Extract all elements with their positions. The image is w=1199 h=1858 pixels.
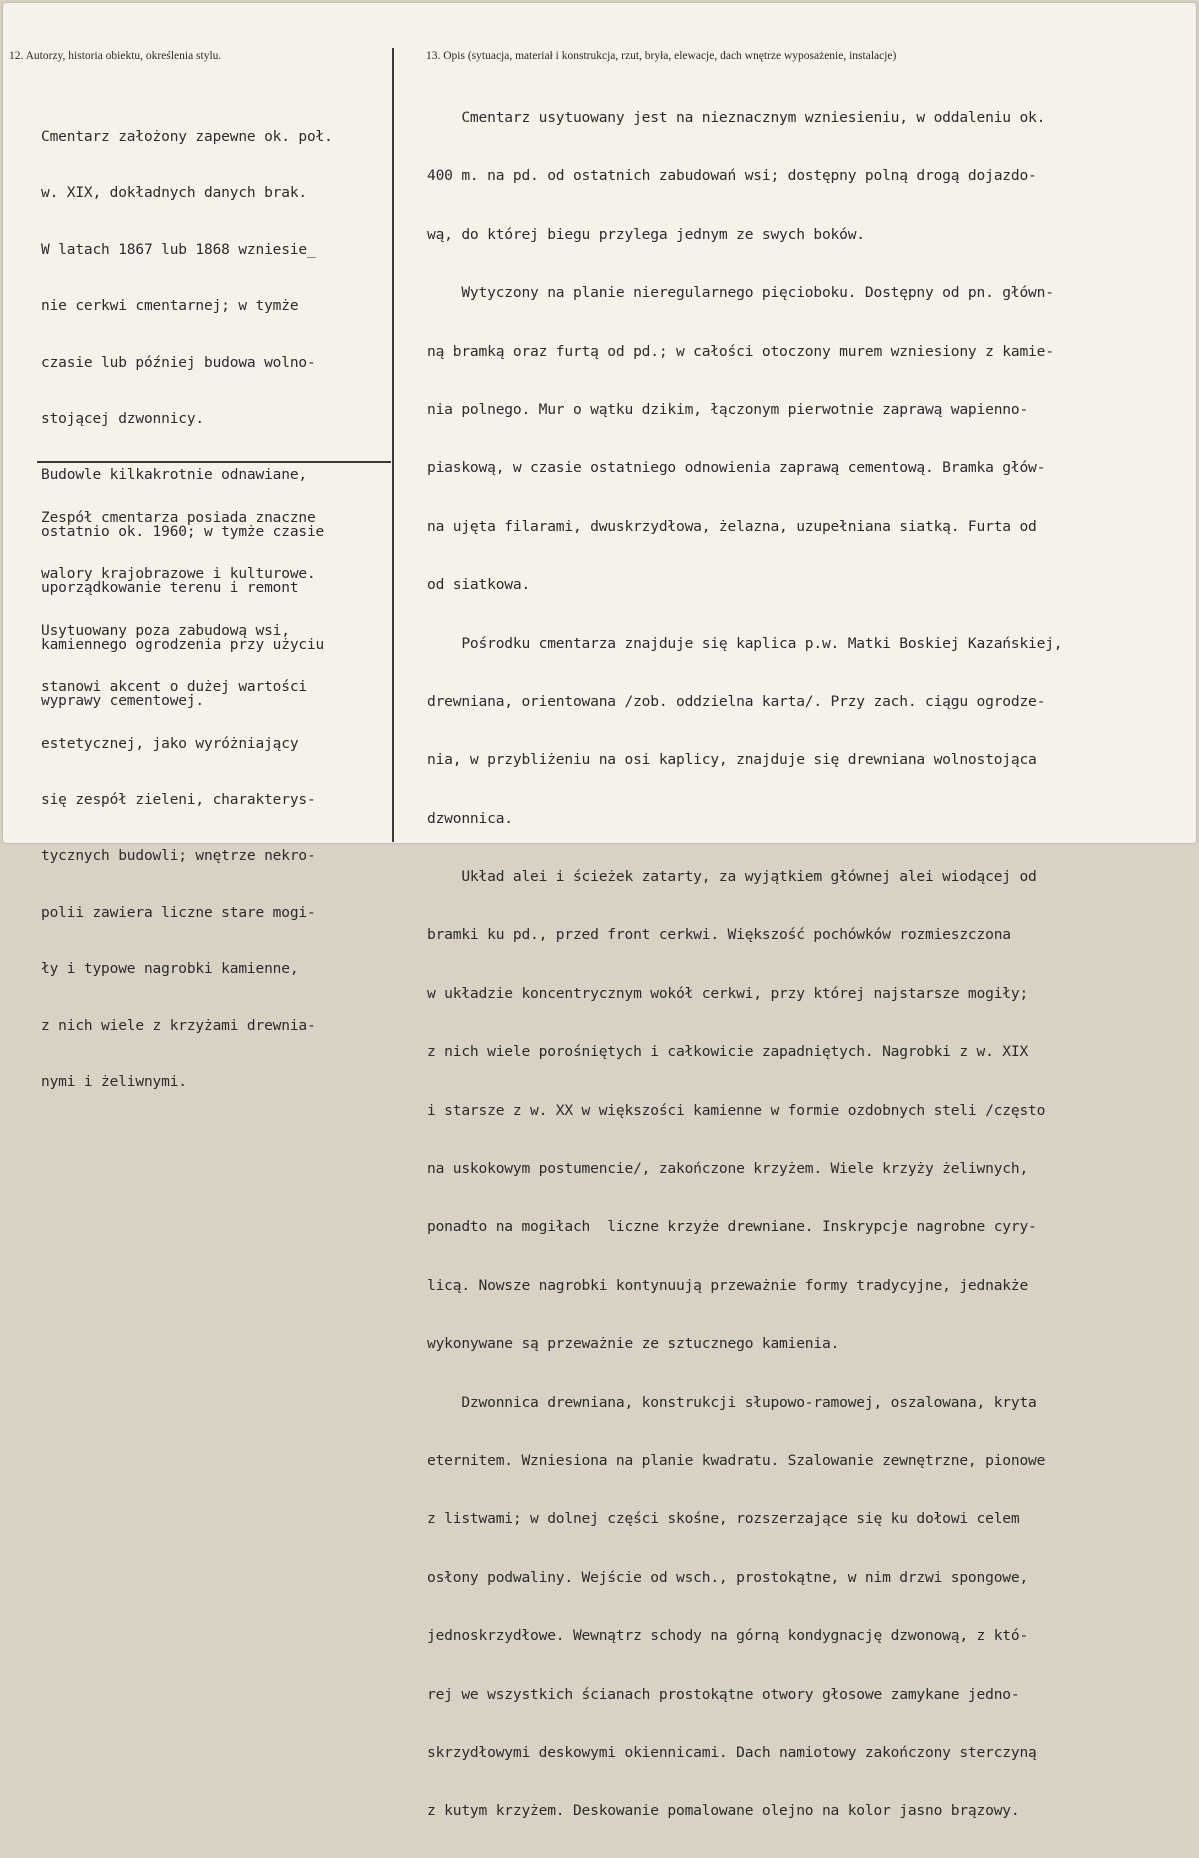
column-divider	[392, 48, 394, 842]
evaluation-line: estetycznej, jako wyróżniający	[41, 735, 299, 752]
description-line: osłony podwaliny. Wejście od wsch., prostokątne, w nim drzwi spongowe,	[427, 1568, 1029, 1586]
section-13-header: 13. Opis (sytuacja, materiał i konstrukcja, rzut, bryła, elewacje, dach wnętrze wyposażenie, instalacje)	[426, 50, 897, 62]
description-line: na uskokowym postumencie/, zakończone krzyżem. Wiele krzyży żeliwnych,	[427, 1160, 1029, 1178]
history-line: Budowle kilkakrotnie odnawiane,	[41, 467, 307, 484]
description-line: nia polnego. Mur o wątku dzikim, łączonym pierwotnie zaprawą wapienno-	[427, 400, 1029, 418]
description-line: Cmentarz usytuowany jest na nieznacznym wzniesieniu, w oddaleniu ok.	[427, 109, 1046, 126]
description-line: w układzie koncentrycznym wokół cerkwi, przy której najstarsze mogiły;	[427, 984, 1029, 1002]
description-line: eternitem. Wzniesiona na planie kwadratu. Szalowanie zewnętrzne, pionowe	[427, 1451, 1046, 1469]
history-line: nie cerkwi cmentarnej; w tymże	[41, 298, 299, 315]
history-line: stojącej dzwonnicy.	[41, 410, 205, 427]
description-line: 400 m. na pd. od ostatnich zabudowań wsi; dostępny polną drogą dojazdo-	[427, 167, 1037, 185]
description-line: ną bramką oraz furtą od pd.; w całości otoczony murem wzniesiony z kamie-	[427, 342, 1054, 360]
description-line: skrzydłowymi deskowymi okiennicami. Dach namiotowy zakończony sterczyną	[427, 1743, 1037, 1761]
description-line: Dzwonnica drewniana, konstrukcji słupowo-ramowej, oszalowana, kryta	[427, 1393, 1037, 1411]
record-card	[3, 3, 1196, 1820]
description-line: na ujęta filarami, dwuskrzydłowa, żelazna, uzupełniana siatką. Furta od	[427, 517, 1037, 535]
description-line: rej we wszystkich ścianach prostokątne otwory głosowe zamykane jedno-	[427, 1685, 1020, 1703]
description-line: wą, do której biegu przylega jednym ze swych boków.	[427, 225, 865, 243]
description-line: bramki ku pd., przed front cerkwi. Większość pochówków rozmieszczona	[427, 926, 1011, 944]
history-line: wyprawy cementowej.	[41, 692, 205, 709]
description-text	[427, 72, 1062, 1858]
evaluation-line: ły i typowe nagrobki kamienne,	[41, 961, 299, 978]
description-line: Wytyczony na planie nieregularnego pięcioboku. Dostępny od pn. główn-	[427, 284, 1054, 302]
description-line: i starsze z w. XX w większości kamienne w formie ozdobnych steli /często	[427, 1101, 1046, 1119]
history-line: czasie lub później budowa wolno-	[41, 354, 316, 371]
description-line: jednoskrzydłowe. Wewnątrz schody na górną kondygnację dzwonową, z któ-	[427, 1627, 1029, 1645]
history-line: kamiennego ogrodzenia przy użyciu	[41, 636, 325, 653]
description-line: piaskową, w czasie ostatniego odnowienia zaprawą cementową. Bramka głów-	[427, 459, 1046, 477]
description-line: dzwonnica.	[427, 809, 513, 827]
evaluation-line: tycznych budowli; wnętrze nekro-	[41, 848, 316, 865]
history-line: ostatnio ok. 1960; w tymże czasie	[41, 523, 325, 540]
description-line: z listwami; w dolnej części skośne, rozszerzające się ku dołowi celem	[427, 1510, 1020, 1528]
description-line: licą. Nowsze nagrobki kontynuują przeważnie formy tradycyjne, jednakże	[427, 1276, 1029, 1294]
description-line: nia, w przybliżeniu na osi kaplicy, znajduje się drewniana wolnostojąca	[427, 751, 1037, 769]
evaluation-line: walory krajobrazowe i kulturowe.	[41, 566, 316, 583]
history-line: Cmentarz założony zapewne ok. poł.	[41, 129, 333, 145]
evaluation-line: Zespół cmentarza posiada znaczne	[41, 510, 316, 526]
description-line: z kutym krzyżem. Deskowanie pomalowane olejno na kolor jasno brązowy.	[427, 1802, 1020, 1820]
history-line: uporządkowanie terenu i remont	[41, 580, 299, 597]
description-line: od siatkowa.	[427, 576, 531, 594]
evaluation-line: nymi i żeliwnymi.	[41, 1073, 187, 1090]
description-line: Układ alei i ścieżek zatarty, za wyjątkiem głównej alei wiodącej od	[427, 868, 1037, 886]
evaluation-line: stanowi akcent o dużej wartości	[41, 679, 307, 696]
description-line: ponadto na mogiłach liczne krzyże drewniane. Inskrypcje nagrobne cyry-	[427, 1218, 1037, 1236]
evaluation-line: z nich wiele z krzyżami drewnia-	[41, 1017, 316, 1034]
evaluation-line: Usytuowany poza zabudową wsi,	[41, 622, 290, 639]
history-line: W latach 1867 lub 1868 wzniesie_	[41, 241, 316, 258]
evaluation-line: polii zawiera liczne stare mogi-	[41, 904, 316, 921]
description-line: wykonywane są przeważnie ze sztucznego kamienia.	[427, 1335, 840, 1353]
history-line: w. XIX, dokładnych danych brak.	[41, 185, 307, 202]
description-line: drewniana, orientowana /zob. oddzielna karta/. Przy zach. ciągu ogrodze-	[427, 692, 1046, 710]
evaluation-text	[41, 474, 316, 1126]
description-line: Pośrodku cmentarza znajduje się kaplica p.w. Matki Boskiej Kazańskiej,	[427, 634, 1063, 652]
evaluation-line: się zespół zieleni, charakterys-	[41, 791, 316, 808]
description-line: z nich wiele porośniętych i całkowicie zapadniętych. Nagrobki z w. XIX	[427, 1043, 1029, 1061]
section-12-header: 12. Autorzy, historia obiektu, określenia stylu.	[9, 50, 222, 62]
